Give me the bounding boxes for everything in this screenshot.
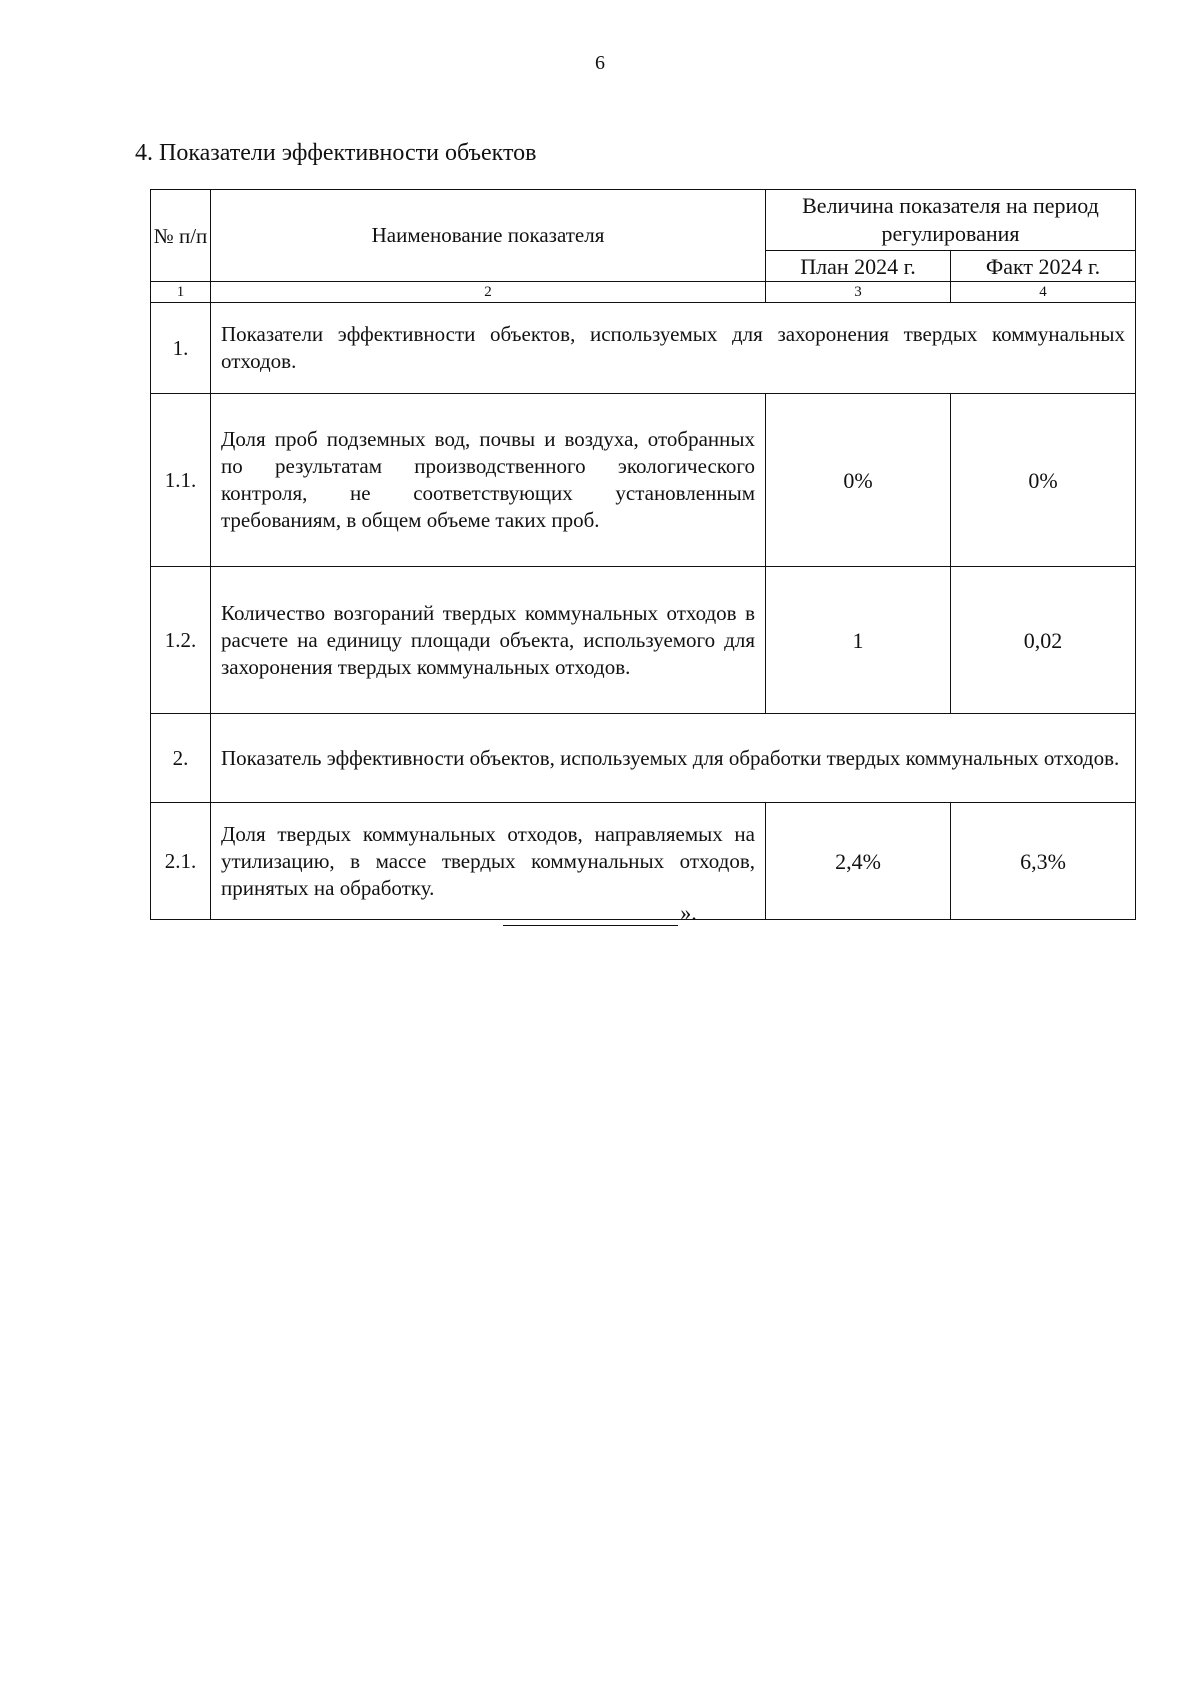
section-title: 4. Показатели эффективности объектов [135, 140, 537, 166]
closing-quote-mark: ». [680, 900, 697, 925]
column-index: 4 [951, 282, 1136, 303]
column-index: 3 [766, 282, 951, 303]
table-row [151, 394, 1136, 567]
plan-value: 2,4% [766, 803, 951, 920]
indicator-name: Количество возгораний твердых коммунальных отходов в расчете на единицу площади объекта, используемого для захоронения твердых коммунальных отходов. [211, 567, 766, 714]
column-index: 2 [211, 282, 766, 303]
fact-value: 6,3% [951, 803, 1136, 920]
table-row [151, 714, 1136, 803]
fact-value: 0,02 [951, 567, 1136, 714]
row-number: 1.2. [151, 567, 211, 714]
section-heading-cell: Показатели эффективности объектов, используемых для захоронения твердых коммунальных отходов. [211, 303, 1136, 394]
closing-line [0, 900, 1200, 926]
header-row [151, 190, 1136, 251]
page-number: 6 [595, 52, 605, 74]
header-fact: Факт 2024 г. [951, 251, 1136, 282]
header-value-group: Величина показателя на период регулирования [766, 190, 1136, 251]
column-index-row [151, 282, 1136, 303]
fact-value: 0% [951, 394, 1136, 567]
plan-value: 0% [766, 394, 951, 567]
indicator-name: Доля проб подземных вод, почвы и воздуха, отобранных по результатам производственного экологического контроля, не соответствующих установленным требованиям, в общем объеме таких проб. [211, 394, 766, 567]
header-number: № п/п [151, 190, 211, 282]
section-heading-cell: Показатель эффективности объектов, используемых для обработки твердых коммунальных отходов. [211, 714, 1136, 803]
table-row [151, 303, 1136, 394]
plan-value: 1 [766, 567, 951, 714]
indicators-table [150, 189, 1136, 920]
header-name: Наименование показателя [211, 190, 766, 282]
row-number: 1. [151, 303, 211, 394]
table-row [151, 567, 1136, 714]
closing-underline [503, 903, 678, 926]
row-number: 2.1. [151, 803, 211, 920]
indicator-name: Доля твердых коммунальных отходов, направляемых на утилизацию, в массе твердых коммунальных отходов, принятых на обработку. [211, 803, 766, 920]
column-index: 1 [151, 282, 211, 303]
row-number: 2. [151, 714, 211, 803]
row-number: 1.1. [151, 394, 211, 567]
header-plan: План 2024 г. [766, 251, 951, 282]
